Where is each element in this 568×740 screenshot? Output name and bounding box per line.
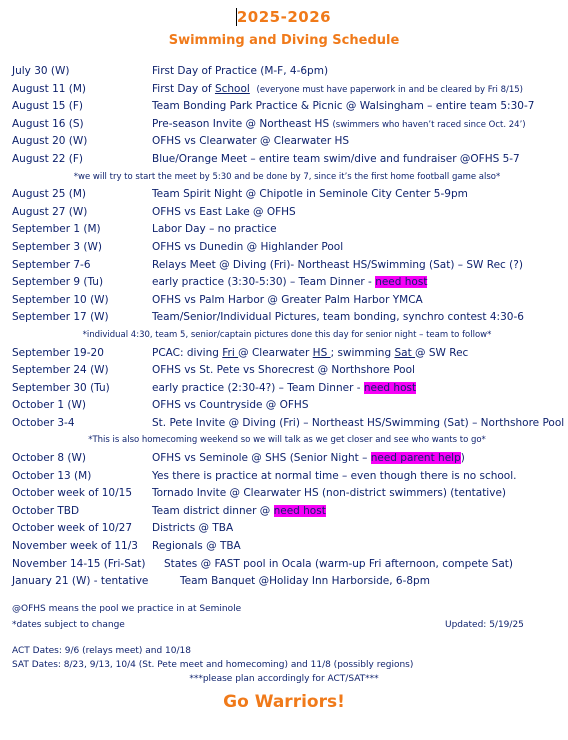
row-date: September 24 (W) <box>12 364 109 377</box>
list-item <box>12 116 562 134</box>
row-date: October 1 (W) <box>12 399 86 412</box>
row-date: September 7-6 <box>12 258 91 271</box>
season-year: 2025-2026 <box>236 8 332 26</box>
row-date: October TBD <box>12 504 80 517</box>
act-dates: ACT Dates: 9/6 (relays meet) and 10/18 <box>12 646 191 656</box>
row-event: OFHS vs Countryside @ OFHS <box>152 399 309 412</box>
sat-link[interactable]: Sat <box>394 346 416 359</box>
row-date: September 10 (W) <box>12 293 109 306</box>
list-item <box>12 274 562 292</box>
row-event: Team Spirit Night @ Chipotle in Seminole City Center 5-9pm <box>152 188 468 201</box>
fri-link[interactable]: Fri <box>222 346 239 359</box>
row-event: OFHS vs Clearwater @ Clearwater HS <box>152 135 350 148</box>
row-date: September 3 (W) <box>12 240 102 253</box>
row-date: August 15 (F) <box>12 100 84 113</box>
list-item <box>12 485 562 503</box>
row-date: September 19-20 <box>12 346 104 359</box>
list-item <box>12 204 562 222</box>
list-item <box>12 415 565 433</box>
row-date: October 13 (M) <box>12 469 92 482</box>
hs-link[interactable]: HS <box>312 346 331 359</box>
plan-note: ***please plan accordingly for ACT/SAT*** <box>189 674 379 684</box>
row-event: First Day of Practice (M-F, 4-6pm) <box>152 65 329 77</box>
list-item <box>12 520 562 538</box>
row-date: August 16 (S) <box>12 117 84 130</box>
row-event: Team/Senior/Individual Pictures, team bonding, synchro contest 4:30-6 <box>152 311 524 324</box>
row-event <box>152 450 465 468</box>
event-text: First Day of <box>152 82 215 95</box>
event-note: (everyone must have paperwork in and be cleared by Fri 8/15) <box>256 84 523 95</box>
ofhs-note: @OFHS means the pool we practice in at Seminole <box>12 604 242 614</box>
highlight-need-host: need host <box>273 504 326 517</box>
row-event: Labor Day – no practice <box>152 223 277 236</box>
list-item <box>12 186 562 204</box>
row-date: September 17 (W) <box>12 311 109 324</box>
row-date: September 1 (M) <box>12 223 101 236</box>
note-sep17: *individual 4:30, team 5, senior/captain pictures done this day for senior night – team to follow* <box>82 329 492 340</box>
list-item <box>12 503 562 521</box>
list-item <box>12 133 562 151</box>
row-event: Tornado Invite @ Clearwater HS (non-district swimmers) (tentative) <box>152 487 506 500</box>
row-event <box>152 345 468 363</box>
highlight-need-parent-help: need parent help <box>370 452 461 465</box>
row-date: July 30 (W) <box>12 65 70 77</box>
note-oct3: *This is also homecoming weekend so we will talk as we get closer and see who wants to go* <box>88 435 486 446</box>
list-item <box>12 151 562 169</box>
schedule-list <box>12 63 565 591</box>
list-item <box>12 468 562 486</box>
event-text: PCAC: diving <box>152 346 223 359</box>
list-item <box>12 397 562 415</box>
row-event: OFHS vs East Lake @ OFHS <box>152 205 296 218</box>
event-text: ; swimming <box>330 346 395 359</box>
row-date: January 21 (W) - tentative <box>12 575 149 588</box>
row-date: October week of 10/27 <box>12 522 133 535</box>
school-link[interactable]: School <box>214 82 250 95</box>
highlight-need-host: need host <box>375 276 428 289</box>
event-text: early practice (2:30-4?) – Team Dinner - <box>152 381 364 394</box>
list-item <box>12 573 562 591</box>
row-event <box>152 503 326 521</box>
row-event <box>152 81 523 100</box>
row-date: November week of 11/3 <box>12 540 138 553</box>
row-date: August 25 (M) <box>12 188 87 201</box>
go-warriors: Go Warriors! <box>223 692 345 712</box>
row-event: States @ FAST pool in Ocala (warm-up Fri afternoon, compete Sat) <box>164 557 513 570</box>
list-item <box>12 380 562 398</box>
page-title: Swimming and Diving Schedule <box>168 33 400 48</box>
row-date: August 22 (F) <box>12 152 84 165</box>
note-aug22: *we will try to start the meet by 5:30 and be done by 7, since it’s the first home football game also* <box>73 171 501 182</box>
list-item <box>12 98 562 116</box>
list-item <box>12 81 562 99</box>
list-item <box>12 257 562 275</box>
event-text: Team district dinner @ <box>152 504 274 517</box>
list-item <box>12 292 562 310</box>
list-item <box>12 309 562 327</box>
row-event: Blue/Orange Meet – entire team swim/dive and fundraiser @OFHS 5-7 <box>152 152 520 165</box>
row-event: Yes there is practice at normal time – even though there is no school. <box>152 469 517 482</box>
row-date: November 14-15 (Fri-Sat) <box>12 557 146 570</box>
updated-date: Updated: 5/19/25 <box>445 620 524 630</box>
row-date: August 20 (W) <box>12 135 88 148</box>
row-event: Team Bonding Park Practice & Picnic @ Walsingham – entire team 5:30-7 <box>152 100 535 113</box>
row-event: OFHS vs St. Pete vs Shorecrest @ Northshore Pool <box>152 364 415 377</box>
event-text: @ Clearwater <box>238 346 313 359</box>
event-text: early practice (3:30-5:30) – Team Dinner - <box>152 276 376 289</box>
row-date: October week of 10/15 <box>12 487 133 500</box>
event-text: ) <box>460 452 465 465</box>
list-item <box>12 362 562 380</box>
row-event: St. Pete Invite @ Diving (Fri) – Northeast HS/Swimming (Sat) – Northshore Pool <box>152 416 565 429</box>
row-event: Team Banquet @Holiday Inn Harborside, 6-8pm <box>180 575 430 588</box>
row-date: October 3-4 <box>12 416 75 429</box>
row-event <box>152 380 416 398</box>
event-text: OFHS vs Seminole @ SHS (Senior Night – <box>152 452 371 465</box>
event-text: @ SW Rec <box>415 346 469 359</box>
list-item <box>12 556 562 574</box>
event-text: Pre-season Invite @ Northeast HS <box>152 117 333 130</box>
highlight-need-host: need host <box>363 381 417 394</box>
list-item <box>12 345 562 363</box>
event-note: (swimmers who haven’t raced since Oct. 24’) <box>332 119 526 130</box>
list-item <box>12 221 562 239</box>
row-date: October 8 (W) <box>12 452 86 465</box>
list-item <box>12 450 562 468</box>
row-event: Relays Meet @ Diving (Fri)- Northeast HS/Swimming (Sat) – SW Rec (?) <box>152 258 523 271</box>
row-date: August 11 (M) <box>12 82 87 95</box>
row-event: Districts @ TBA <box>152 522 234 535</box>
row-event: OFHS vs Palm Harbor @ Greater Palm Harbor YMCA <box>152 293 423 306</box>
row-event <box>152 274 427 292</box>
list-item <box>12 538 562 556</box>
row-event: Regionals @ TBA <box>152 540 241 553</box>
row-event <box>152 116 526 135</box>
row-event: OFHS vs Dunedin @ Highlander Pool <box>152 240 344 253</box>
row-date: September 9 (Tu) <box>12 276 104 289</box>
event-space <box>250 83 257 95</box>
list-item <box>12 239 562 257</box>
row-date: August 27 (W) <box>12 205 88 218</box>
list-item <box>12 63 562 81</box>
row-date: September 30 (Tu) <box>12 381 110 394</box>
sat-dates: SAT Dates: 8/23, 9/13, 10/4 (St. Pete meet and homecoming) and 11/8 (possibly regions) <box>12 660 414 670</box>
dates-note: *dates subject to change <box>12 620 125 630</box>
